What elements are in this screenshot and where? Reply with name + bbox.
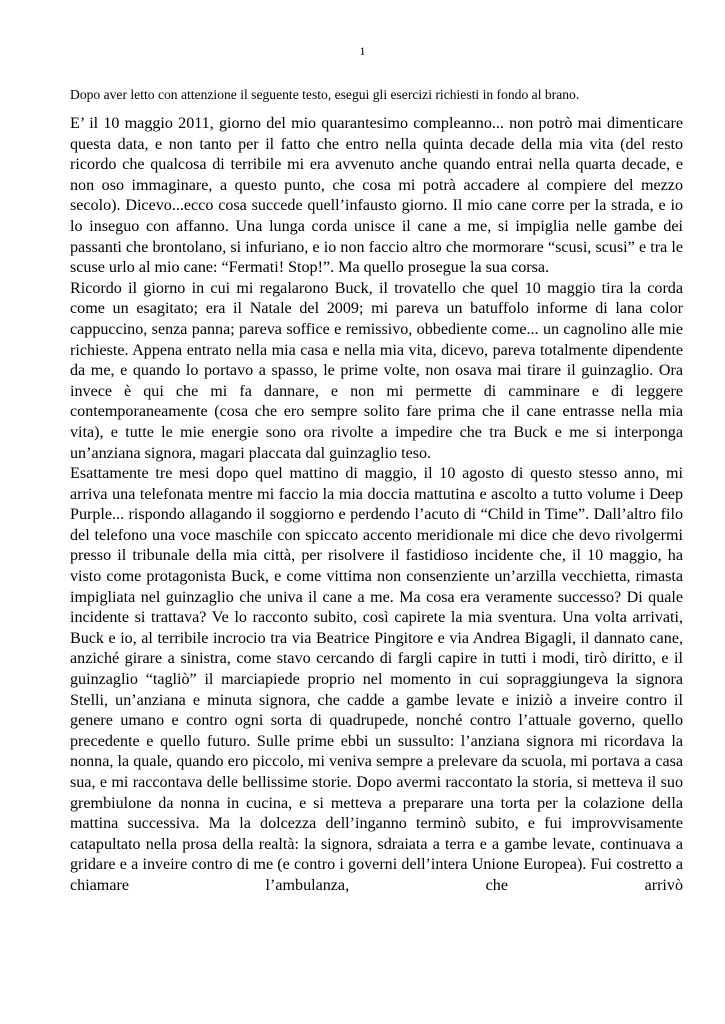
story-text: [70, 114, 683, 897]
paragraph-3: Esattamente tre mesi dopo quel mattino di maggio, il 10 agosto di questo stesso anno, mi arriva una telefonata mentre mi faccio la mia doccia mattutina e ascolto a tutto volume i Deep Purple... rispondo allagando il soggiorno e perdendo l’acuto di “Child in Time”. Dall’altro filo del telefono una voce maschile con spiccato accento meridionale mi dice che devo rivolgermi presso il tribunale della mia città, per risolvere il fastidioso incidente che, il 10 maggio, ha visto come protagonista Buck, e come vittima non consenziente un’arzilla vecchietta, rimasta impigliata nel guinzaglio che univa il cane a me. Ma cosa era veramente successo? Di quale incidente si trattava? Ve lo racconto subito, così capirete la mia sventura. Una volta arrivati, Buck e io, al terribile incrocio tra via Beatrice Pingitore e via Andrea Bigagli, il dannato cane, anziché girare a sinistra, come stavo cercando di fargli capire in tutti i modi, tirò diritto, e il guinzaglio “tagliò” il marciapiede proprio nel momento in cui sopraggiungeva la signora Stelli, un’anziana e minuta signora, che cadde a gambe levate e iniziò a inveire contro il genere umano e contro ogni sorta di quadrupede, nonché contro l’attuale governo, quello precedente e quello futuro. Sulle prime ebbi un sussulto: l’anziana signora mi ricordava la nonna, la quale, quando ero piccolo, mi veniva sempre a prelevare da scuola, mi portava a casa sua, e mi raccontava delle bellissime storie. Dopo avermi raccontato la storia, si metteva il suo grembiulone da nonna in cucina, e si metteva a preparare una torta per la colazione della mattina successiva. Ma la dolcezza dell’inganno terminò subito, e fui improvvisamente catapultato nella prosa della realtà: la signora, sdraiata a terra e a gambe levate, continuava a gridare e a inveire contro di me (e contro i governi dell’intera Unione Europea). Fui costretto a chiamare l’ambulanza, che arrivò: [70, 465, 683, 894]
paragraph-1: E’ il 10 maggio 2011, giorno del mio quarantesimo compleanno... non potrò mai dimenticare questa data, e non tanto per il fatto che entro nella quinta decade della mia vita (del resto ricordo che qualcosa di terribile mi era avvenuto anche quando entrai nella quarta decade, e non oso immaginare, a questo punto, che cosa mi potrà accadere al compiere del mezzo secolo). Dicevo...ecco cosa succede quell’infausto giorno. Il mio cane corre per la strada, e io lo inseguo con affanno. Una lunga corda unisce il cane a me, si impiglia nelle gambe dei passanti che brontolano, si infuriano, e io non faccio altro che mormorare “scusi, scusi” e tra le scuse urlo al mio cane: “Fermati! Stop!”. Ma quello prosegue la sua corsa.: [70, 115, 683, 277]
paragraph-2: Ricordo il giorno in cui mi regalarono Buck, il trovatello che quel 10 maggio tira la corda come un esagitato; era il Natale del 2009; mi pareva un batuffolo informe di lana color cappuccino, senza panna; pareva soffice e remissivo, obbediente come... un cagnolino alle mie richieste. Appena entrato nella mia casa e nella mia vita, dicevo, pareva totalmente dipendente da me, e quando lo portavo a spasso, le prime volte, non osava mai tirare il guinzaglio. Ora invece è qui che mi fa dannare, e non mi permette di camminare e di leggere contemporaneamente (cosa che ero sempre solito fare prima che il cane entrasse nella mia vita), e tutte le mie energie sono ora rivolte a impedire che tra Buck e me si interponga un’anziana signora, magari placcata dal guinzaglio teso.: [70, 279, 683, 462]
instructions-line: Dopo aver letto con attenzione il seguente testo, esegui gli esercizi richiesti in fondo al brano.: [70, 87, 580, 102]
page-number: 1: [359, 44, 366, 58]
